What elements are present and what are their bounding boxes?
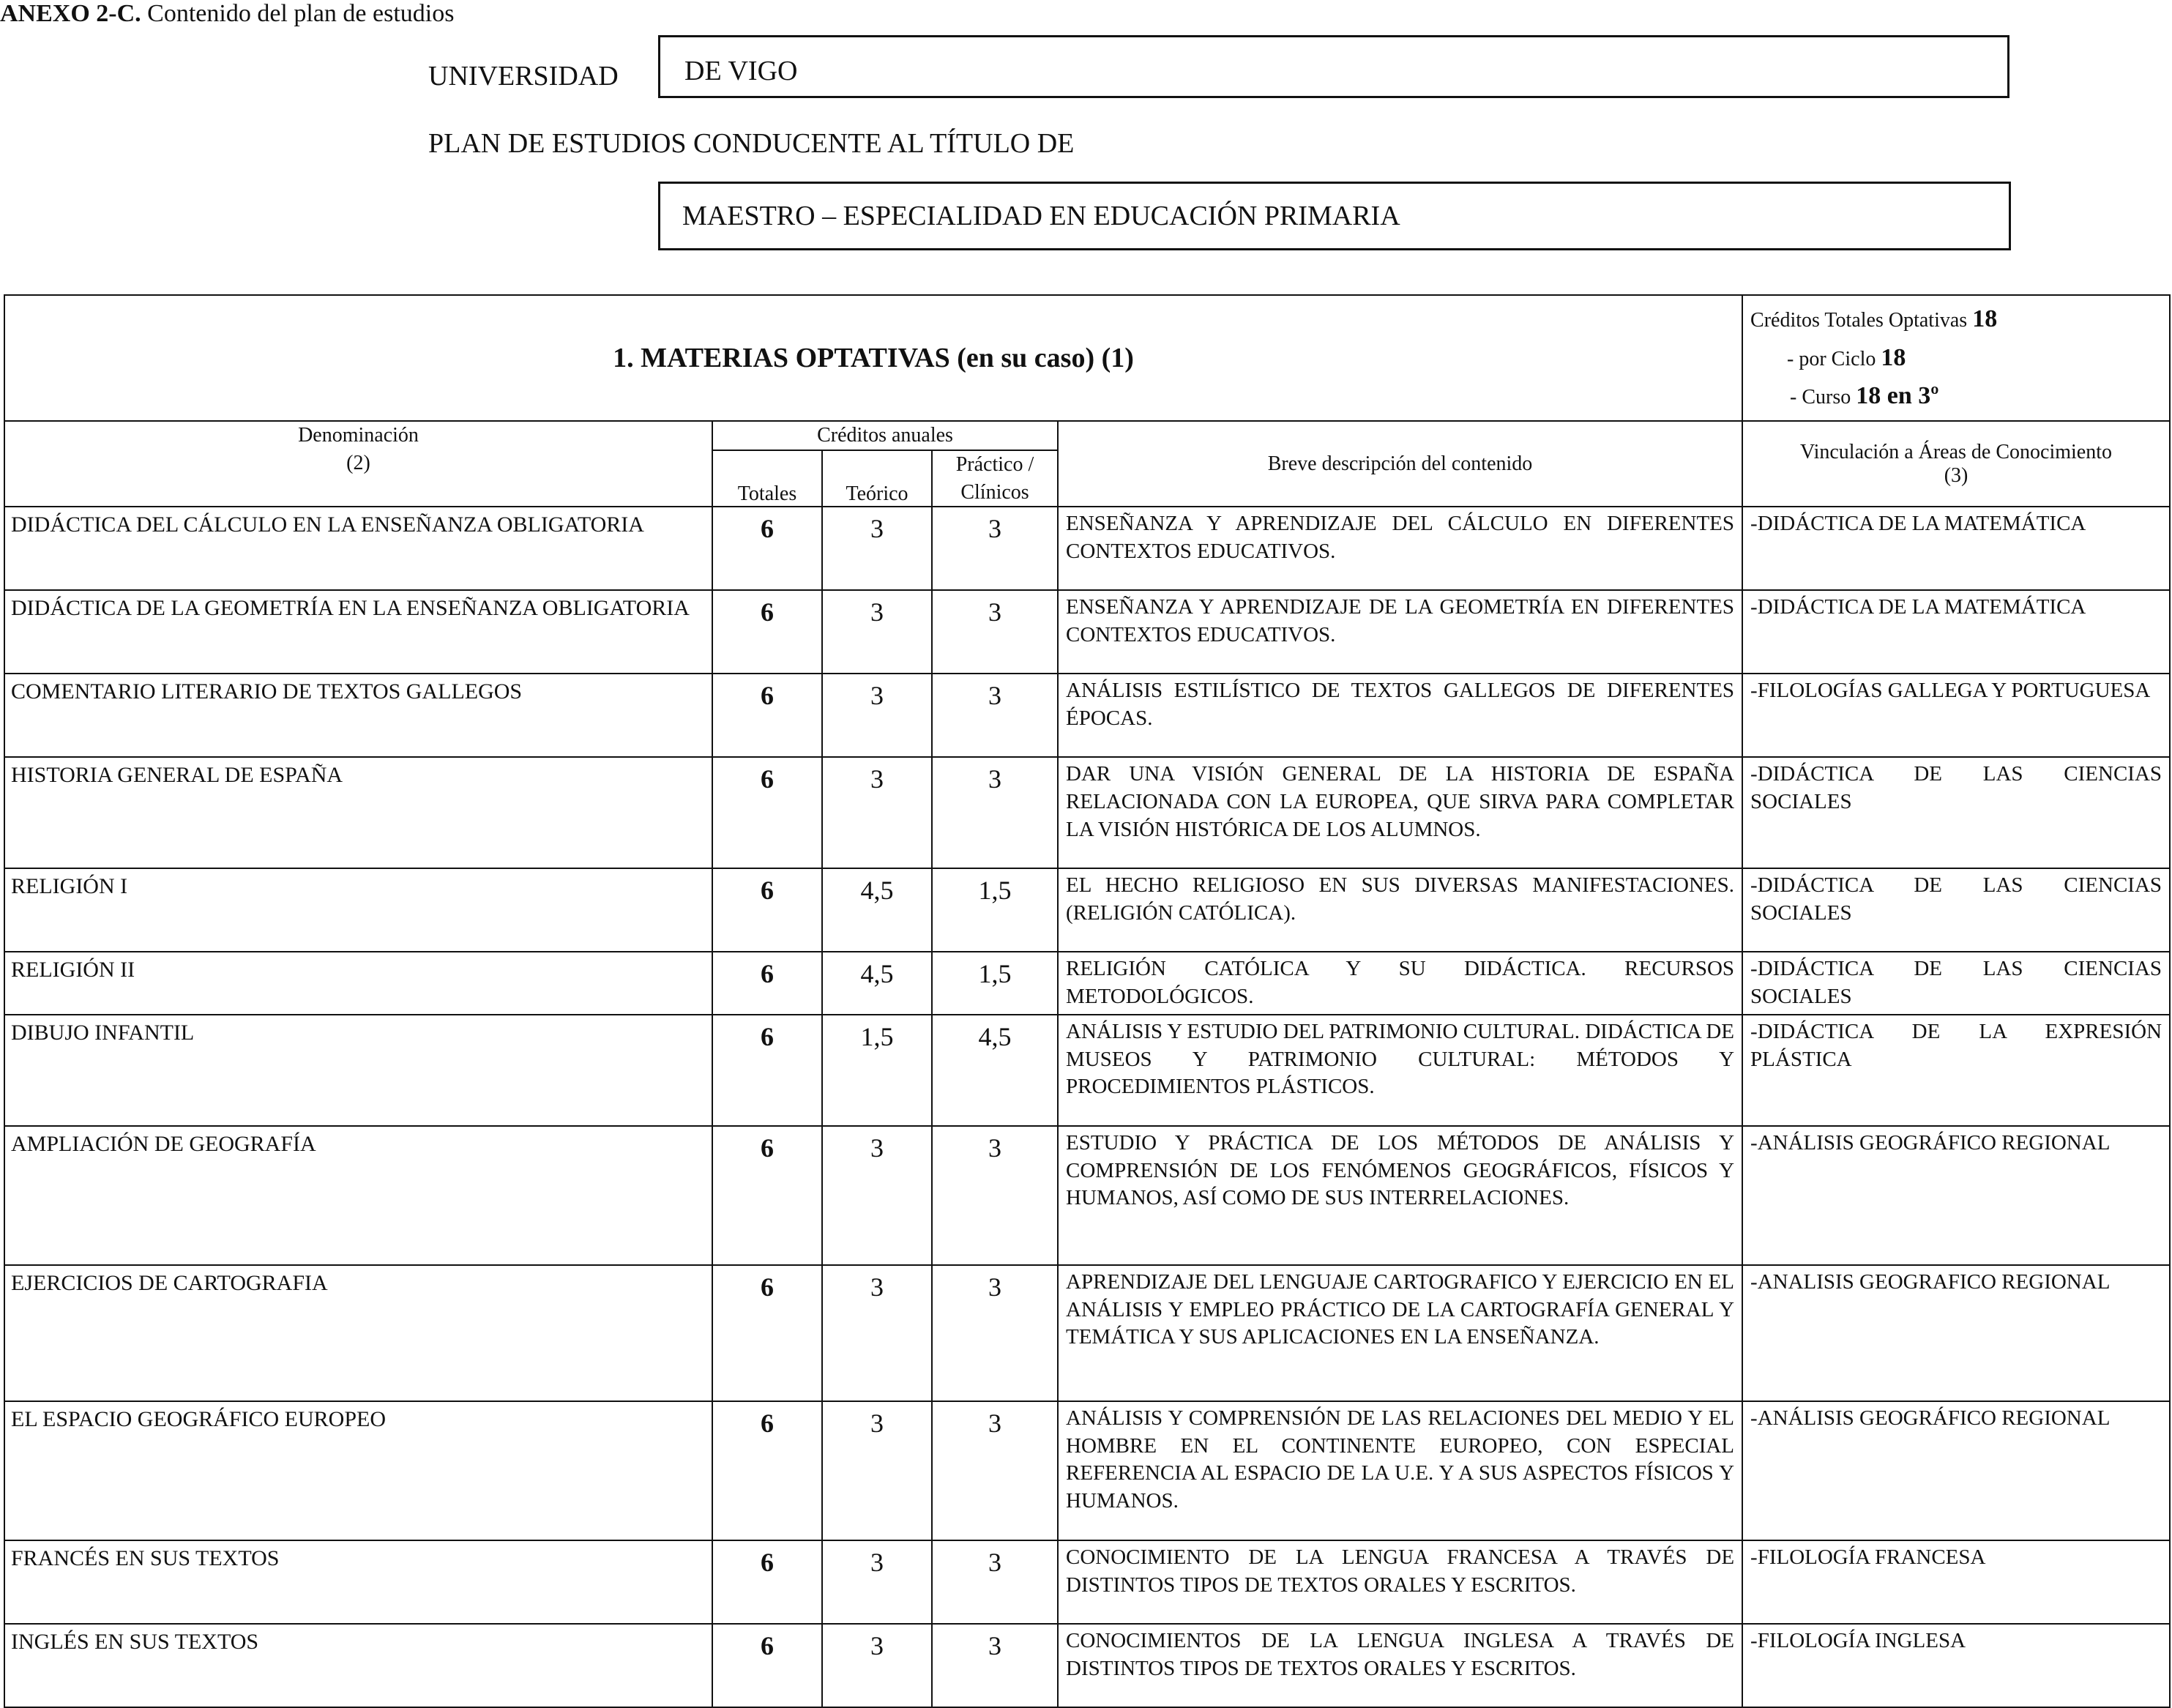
content-description: ESTUDIO Y PRÁCTICA DE LOS MÉTODOS DE ANÁLISIS Y COMPRENSIÓN DE LOS FENÓMENOS GEOGRÁFICOS, FÍSICOS Y HUMANOS, ASÍ COMO DE SUS INTERRELACIONES. (1058, 1126, 1742, 1265)
table-row (4, 1265, 2170, 1401)
knowledge-area: -ANÁLISIS GEOGRÁFICO REGIONAL (1742, 1401, 2170, 1540)
col-totales: Totales (712, 450, 822, 507)
knowledge-area: -ANALISIS GEOGRAFICO REGIONAL (1742, 1265, 2170, 1401)
optional-subjects-table (4, 294, 2171, 1708)
credits-summary (1742, 295, 2170, 421)
credits-teorico: 1,5 (822, 1015, 932, 1126)
credits-practico: 3 (932, 1126, 1058, 1265)
content-description: EL HECHO RELIGIOSO EN SUS DIVERSAS MANIFESTACIONES. (RELIGIÓN CATÓLICA). (1058, 868, 1742, 952)
credits-teorico: 3 (822, 1540, 932, 1624)
col-descripcion: Breve descripción del contenido (1058, 421, 1742, 507)
credits-cycle: - por Ciclo 18 (1787, 343, 1906, 371)
credits-totales: 6 (712, 868, 822, 952)
knowledge-area: -DIDÁCTICA DE LA MATEMÁTICA (1742, 590, 2170, 674)
content-description: CONOCIMIENTOS DE LA LENGUA INGLESA A TRAVÉS DE DISTINTOS TIPOS DE TEXTOS ORALES Y ESCRITOS. (1058, 1624, 1742, 1707)
credits-totales: 6 (712, 1624, 822, 1707)
subject-name: AMPLIACIÓN DE GEOGRAFÍA (4, 1126, 712, 1265)
col-practico: Práctico / Clínicos (932, 450, 1058, 507)
credits-practico: 3 (932, 590, 1058, 674)
content-description: CONOCIMIENTO DE LA LENGUA FRANCESA A TRAVÉS DE DISTINTOS TIPOS DE TEXTOS ORALES Y ESCRITOS. (1058, 1540, 1742, 1624)
credits-totales: 6 (712, 590, 822, 674)
credits-totales: 6 (712, 1540, 822, 1624)
credits-practico: 3 (932, 1624, 1058, 1707)
subject-name: RELIGIÓN II (4, 952, 712, 1014)
credits-teorico: 4,5 (822, 868, 932, 952)
credits-teorico: 4,5 (822, 952, 932, 1014)
credits-practico: 3 (932, 757, 1058, 868)
credits-teorico: 3 (822, 507, 932, 590)
col-vinculacion: Vinculación a Áreas de Conocimiento (3) (1742, 421, 2170, 507)
content-description: RELIGIÓN CATÓLICA Y SU DIDÁCTICA. RECURSOS METODOLÓGICOS. (1058, 952, 1742, 1014)
subject-name: DIDÁCTICA DEL CÁLCULO EN LA ENSEÑANZA OBLIGATORIA (4, 507, 712, 590)
table-row (4, 757, 2170, 868)
content-description: APRENDIZAJE DEL LENGUAJE CARTOGRAFICO Y EJERCICIO EN EL ANÁLISIS Y EMPLEO PRÁCTICO DE LA CARTOGRAFÍA GENERAL Y TEMÁTICA Y SUS APLICACIONES EN LA ENSEÑANZA. (1058, 1265, 1742, 1401)
credits-practico: 4,5 (932, 1015, 1058, 1126)
knowledge-area: -DIDÁCTICA DE LAS CIENCIAS SOCIALES (1742, 952, 2170, 1014)
credits-total: Créditos Totales Optativas 18 (1750, 305, 1998, 332)
subject-name: EL ESPACIO GEOGRÁFICO EUROPEO (4, 1401, 712, 1540)
annex-heading (0, 0, 454, 28)
table-row (4, 1401, 2170, 1540)
subject-name: FRANCÉS EN SUS TEXTOS (4, 1540, 712, 1624)
knowledge-area: -FILOLOGÍA FRANCESA (1742, 1540, 2170, 1624)
degree-title-value: MAESTRO – ESPECIALIDAD EN EDUCACIÓN PRIMARIA (682, 201, 1400, 231)
col-creditos-anuales: Créditos anuales (712, 421, 1058, 450)
credits-totales: 6 (712, 952, 822, 1014)
table-row (4, 868, 2170, 952)
credits-totales: 6 (712, 507, 822, 590)
credits-totales: 6 (712, 1015, 822, 1126)
subject-name: RELIGIÓN I (4, 868, 712, 952)
annex-label: ANEXO 2-C. (0, 0, 141, 27)
table-title-row (4, 295, 2170, 421)
credits-practico: 1,5 (932, 952, 1058, 1014)
col-denominacion: Denominación (2) (4, 421, 712, 507)
credits-practico: 3 (932, 1540, 1058, 1624)
content-description: ANÁLISIS ESTILÍSTICO DE TEXTOS GALLEGOS DE DIFERENTES ÉPOCAS. (1058, 674, 1742, 757)
content-description: ANÁLISIS Y COMPRENSIÓN DE LAS RELACIONES DEL MEDIO Y EL HOMBRE EN EL CONTINENTE EUROPEO, CON ESPECIAL REFERENCIA AL ESPACIO DE LA U.E. Y A SUS ASPECTOS FÍSICOS Y HUMANOS. (1058, 1401, 1742, 1540)
credits-teorico: 3 (822, 1624, 932, 1707)
subject-name: HISTORIA GENERAL DE ESPAÑA (4, 757, 712, 868)
subject-name: COMENTARIO LITERARIO DE TEXTOS GALLEGOS (4, 674, 712, 757)
table-row (4, 1624, 2170, 1707)
table-row (4, 1540, 2170, 1624)
credits-teorico: 3 (822, 1126, 932, 1265)
credits-teorico: 3 (822, 1265, 932, 1401)
university-value: DE VIGO (684, 56, 798, 86)
content-description: ENSEÑANZA Y APRENDIZAJE DE LA GEOMETRÍA EN DIFERENTES CONTEXTOS EDUCATIVOS. (1058, 590, 1742, 674)
credits-practico: 3 (932, 1265, 1058, 1401)
credits-totales: 6 (712, 1401, 822, 1540)
knowledge-area: -FILOLOGÍA INGLESA (1742, 1624, 2170, 1707)
table-row (4, 952, 2170, 1014)
credits-totales: 6 (712, 1126, 822, 1265)
table-row (4, 590, 2170, 674)
knowledge-area: -FILOLOGÍAS GALLEGA Y PORTUGUESA (1742, 674, 2170, 757)
credits-teorico: 3 (822, 590, 932, 674)
credits-practico: 3 (932, 507, 1058, 590)
credits-totales: 6 (712, 757, 822, 868)
credits-teorico: 3 (822, 1401, 932, 1540)
credits-teorico: 3 (822, 757, 932, 868)
subject-name: DIDÁCTICA DE LA GEOMETRÍA EN LA ENSEÑANZA OBLIGATORIA (4, 590, 712, 674)
content-description: ANÁLISIS Y ESTUDIO DEL PATRIMONIO CULTURAL. DIDÁCTICA DE MUSEOS Y PATRIMONIO CULTURAL: MÉTODOS Y PROCEDIMIENTOS PLÁSTICOS. (1058, 1015, 1742, 1126)
plan-label: PLAN DE ESTUDIOS CONDUCENTE AL TÍTULO DE (428, 128, 1075, 159)
knowledge-area: -DIDÁCTICA DE LAS CIENCIAS SOCIALES (1742, 757, 2170, 868)
credits-totales: 6 (712, 1265, 822, 1401)
knowledge-area: -DIDÁCTICA DE LAS CIENCIAS SOCIALES (1742, 868, 2170, 952)
column-header-row-1 (4, 421, 2170, 450)
content-description: ENSEÑANZA Y APRENDIZAJE DEL CÁLCULO EN DIFERENTES CONTEXTOS EDUCATIVOS. (1058, 507, 1742, 590)
credits-practico: 3 (932, 674, 1058, 757)
subject-name: INGLÉS EN SUS TEXTOS (4, 1624, 712, 1707)
credits-totales: 6 (712, 674, 822, 757)
credits-practico: 1,5 (932, 868, 1058, 952)
col-teorico: Teórico (822, 450, 932, 507)
annex-description: Contenido del plan de estudios (147, 0, 455, 27)
table-row (4, 674, 2170, 757)
knowledge-area: -DIDÁCTICA DE LA MATEMÁTICA (1742, 507, 2170, 590)
knowledge-area: -ANÁLISIS GEOGRÁFICO REGIONAL (1742, 1126, 2170, 1265)
degree-title-field (658, 182, 2011, 250)
credits-teorico: 3 (822, 674, 932, 757)
table-row (4, 1015, 2170, 1126)
knowledge-area: -DIDÁCTICA DE LA EXPRESIÓN PLÁSTICA (1742, 1015, 2170, 1126)
table-row (4, 1126, 2170, 1265)
table-row (4, 507, 2170, 590)
credits-course: - Curso 18 en 3º (1790, 382, 1939, 410)
section-title: 1. MATERIAS OPTATIVAS (en su caso) (1) (4, 295, 1742, 421)
content-description: DAR UNA VISIÓN GENERAL DE LA HISTORIA DE ESPAÑA RELACIONADA CON LA EUROPEA, QUE SIRVA PARA COMPLETAR LA VISIÓN HISTÓRICA DE LOS ALUMNOS. (1058, 757, 1742, 868)
subject-name: EJERCICIOS DE CARTOGRAFIA (4, 1265, 712, 1401)
university-label: UNIVERSIDAD (428, 61, 619, 92)
university-field (658, 35, 2009, 98)
subject-name: DIBUJO INFANTIL (4, 1015, 712, 1126)
credits-practico: 3 (932, 1401, 1058, 1540)
